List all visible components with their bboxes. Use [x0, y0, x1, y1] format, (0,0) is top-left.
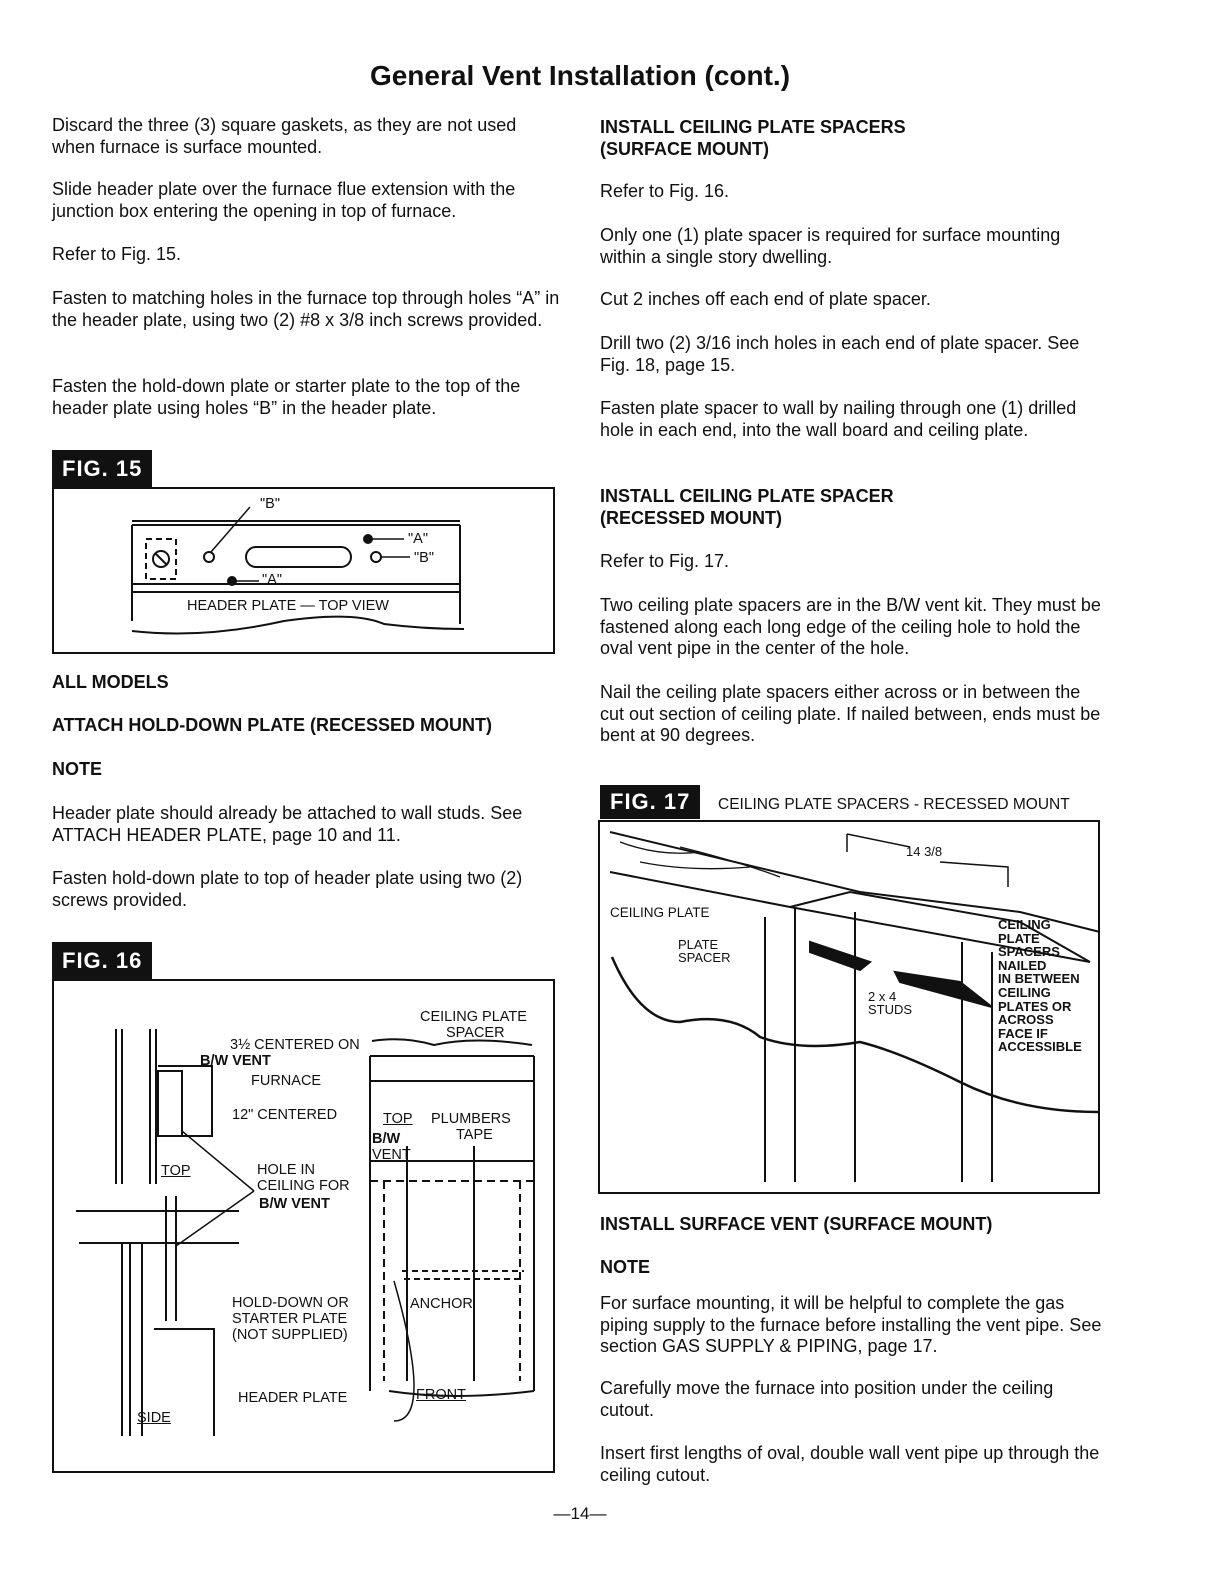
label-hole-in: HOLE IN: [257, 1162, 316, 1178]
fig16-tag: FIG. 16: [52, 942, 152, 980]
figure-17: [598, 820, 1100, 1194]
label-header-plate: HEADER PLATE: [238, 1390, 348, 1406]
fig15-caption: HEADER PLATE — TOP VIEW: [187, 598, 389, 614]
figure-16: [52, 979, 555, 1473]
label-a-bottom: "A": [262, 572, 282, 588]
fig17-caption: CEILING PLATE SPACERS - RECESSED MOUNT: [718, 796, 1070, 813]
label-bw: B/W: [372, 1131, 401, 1147]
heading: NOTE: [52, 759, 103, 779]
label-spacer: SPACER: [446, 1025, 505, 1041]
paragraph: Fasten to matching holes in the furnace top through holes “A” in the header plate, using two (2) #8 x 3/8 inch screws provided.: [52, 288, 560, 330]
note-line: CEILING: [998, 917, 1051, 932]
label-plate-spacer: [678, 938, 731, 964]
paragraph: Insert first lengths of oval, double wall vent pipe up through the ceiling cutout.: [600, 1443, 1100, 1485]
label-bw-vent: B/W VENT: [200, 1053, 271, 1069]
paragraph: Two ceiling plate spacers are in the B/W vent kit. They must be fastened along each long edge of the ceiling hole to hold the oval vent pipe in the center of the hole.: [600, 595, 1101, 658]
label-line: STUDS: [868, 1002, 913, 1017]
label-front: FRONT: [416, 1387, 466, 1403]
label-ceiling-for: CEILING FOR: [257, 1178, 350, 1194]
label-not-supplied: (NOT SUPPLIED): [232, 1327, 348, 1343]
label-line: SPACER: [678, 950, 731, 965]
label-plumbers: PLUMBERS: [431, 1111, 511, 1127]
note-line: PLATE: [998, 930, 1040, 946]
label-line: PLATE: [678, 937, 719, 952]
note-line: PLATES OR: [998, 998, 1072, 1014]
label-starter-plate: STARTER PLATE: [232, 1311, 348, 1327]
paragraph: For surface mounting, it will be helpful to complete the gas piping supply to the furnace before installing the vent pipe. See section GAS SUPPLY & PIPING, page 17.: [600, 1293, 1102, 1356]
paragraph: Refer to Fig. 15.: [52, 244, 182, 264]
label-ceiling-plate: CEILING PLATE: [420, 1009, 527, 1025]
label-tape: TAPE: [456, 1127, 493, 1143]
label-12-centered: 12" CENTERED: [232, 1107, 338, 1123]
label-b-top: "B": [260, 496, 280, 512]
label-b-right: "B": [414, 550, 434, 566]
paragraph: Nail the ceiling plate spacers either across or in between the cut out section of ceiling plate. If nailed between, ends must be bent at 90 degrees.: [600, 682, 1101, 745]
header-plate-drawing: [54, 489, 553, 652]
heading: INSTALL CEILING PLATE SPACERS (SURFACE MOUNT): [600, 117, 906, 159]
note-line: ACROSS: [998, 1012, 1054, 1028]
paragraph: Fasten hold-down plate to top of header plate using two (2) screws provided.: [52, 868, 523, 910]
label-studs: [868, 990, 912, 1016]
heading: INSTALL CEILING PLATE SPACER (RECESSED MOUNT): [600, 486, 894, 528]
page-title: General Vent Installation (cont.): [369, 60, 791, 91]
fig17-tag: FIG. 17: [600, 785, 700, 819]
label-spacers-note: [998, 918, 1082, 1054]
note-line: FACE IF: [998, 1025, 1048, 1041]
label-dimension: 14 3/8: [906, 844, 943, 859]
heading: INSTALL SURFACE VENT (SURFACE MOUNT): [600, 1214, 993, 1234]
paragraph: Slide header plate over the furnace flue extension with the junction box entering the opening in top of furnace.: [52, 179, 516, 221]
label-bw-vent-2: B/W VENT: [259, 1196, 330, 1212]
paragraph: Refer to Fig. 17.: [600, 551, 730, 571]
paragraph: Cut 2 inches off each end of plate spacer.: [600, 289, 931, 309]
note-line: IN BETWEEN: [998, 971, 1080, 987]
label-vent: VENT: [372, 1147, 411, 1163]
label-centered-on: 3½ CENTERED ON: [230, 1037, 360, 1053]
label-hold-down: HOLD-DOWN OR: [232, 1295, 349, 1311]
label-ceiling-plate: CEILING PLATE: [610, 905, 710, 920]
label-line: 2 x 4: [868, 989, 897, 1004]
label-a-right: "A": [408, 531, 428, 547]
paragraph: Fasten plate spacer to wall by nailing through one (1) drilled hole in each end, into the wall board and ceiling plate.: [600, 398, 1077, 440]
paragraph: Carefully move the furnace into position under the ceiling cutout.: [600, 1378, 1054, 1420]
label-top-2: TOP: [383, 1111, 413, 1127]
paragraph: Drill two (2) 3/16 inch holes in each end of plate spacer. See Fig. 18, page 15.: [600, 333, 1080, 375]
heading: ALL MODELS: [52, 672, 169, 692]
paragraph: Refer to Fig. 16.: [600, 181, 730, 201]
fig15-tag: FIG. 15: [52, 450, 152, 488]
heading: ATTACH HOLD-DOWN PLATE (RECESSED MOUNT): [52, 715, 492, 735]
note-line: CEILING: [998, 984, 1051, 1000]
figure-15: [52, 487, 555, 654]
label-top: TOP: [161, 1163, 191, 1179]
paragraph: Only one (1) plate spacer is required for surface mounting within a single story dwelling.: [600, 225, 1061, 267]
paragraph: Header plate should already be attached to wall studs. See ATTACH HEADER PLATE, page 10 and 11.: [52, 803, 523, 845]
paragraph: Discard the three (3) square gaskets, as they are not used when furnace is surface mounted.: [52, 115, 517, 157]
note-line: SPACERS: [998, 944, 1060, 960]
label-furnace: FURNACE: [251, 1073, 322, 1089]
note-line: ACCESSIBLE: [998, 1039, 1082, 1055]
paragraph: Fasten the hold-down plate or starter plate to the top of the header plate using holes “B” in the header plate.: [52, 376, 521, 418]
label-anchor: ANCHOR: [410, 1296, 473, 1312]
page-number: —14—: [553, 1504, 607, 1523]
label-side: SIDE: [137, 1410, 171, 1426]
note-line: NAILED: [998, 957, 1047, 973]
heading: NOTE: [600, 1257, 651, 1277]
